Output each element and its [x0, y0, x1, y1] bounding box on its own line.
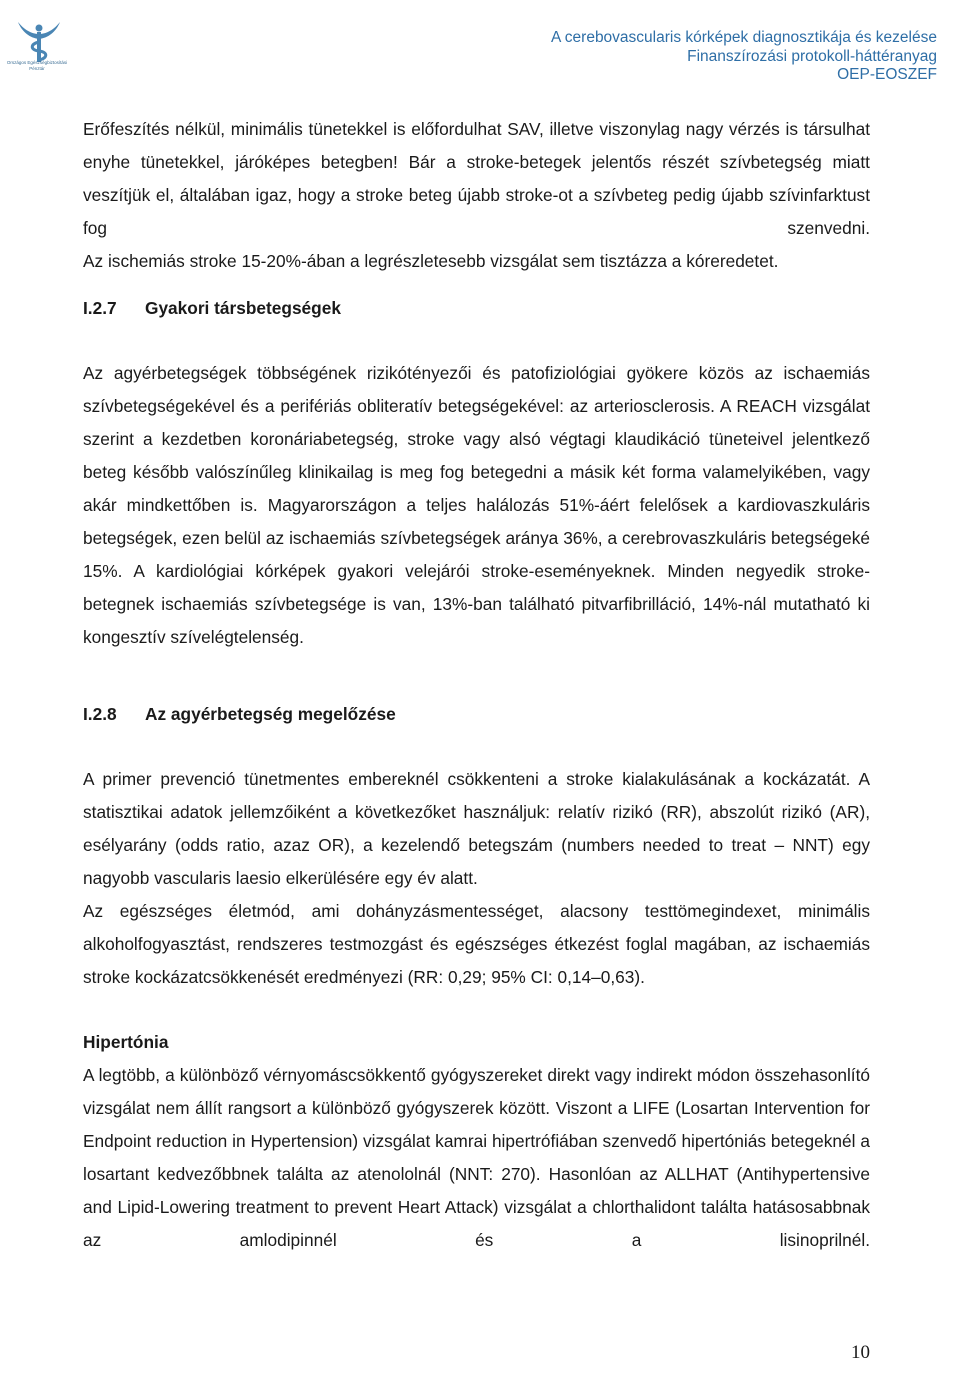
section-number: I.2.7: [83, 298, 117, 318]
hypertonia-heading: Hipertónia: [83, 1032, 169, 1052]
section-127-paragraph: Az agyérbetegségek többségének rizikótényezői és patofiziológiai gyökere közös az ischaemiás szívbetegségekével és a perifériás obliteratív betegségekével: az arteriosclerosis. A REACH vizsgálat szerint a kezdetben koronáriabetegség, stroke vagy alsó végtagi klaudikáció tüneteivel jelentkező beteg később valószínűleg klinikailag is meg fog betegedni a másik két forma valamelyikében, vagy akár mindkettőben is. Magyarországon a teljes halálozás 51%-áért felelősek a kardiovaszkuláris betegségek, ezen belül az ischaemiás szívbetegségek aránya 36%, a cerebrovaszkuláris betegségeké 15%. A kardiológiai kórképek gyakori velejárói stroke-eseményeknek. Minden negyedik stroke-betegnek ischaemiás szívbetegsége is van, 13%-ban található pitvarfibrilláció, 14%-nál mutatható ki kongesztív szívelégtelenség.: [83, 363, 870, 647]
header-subtitle: Finanszírozási protokoll-háttéranyag: [687, 47, 937, 65]
section-heading-128: [83, 698, 870, 731]
header-title: A cerebovascularis kórképek diagnosztikája és kezelése: [551, 29, 937, 46]
caduceus-logo-icon: [6, 18, 72, 64]
running-header: [551, 29, 937, 85]
intro-paragraph-2: Az ischemiás stroke 15-20%-ában a legrészletesebb vizsgálat sem tisztázza a kóreredetet.: [83, 251, 779, 271]
section-title: Gyakori társbetegségek: [145, 298, 341, 318]
header-org: OEP-EOSZEF: [837, 66, 937, 83]
document-body: [83, 113, 870, 1257]
section-128-paragraph: A primer prevenció tünetmentes embereknél csökkenteni a stroke kialakulásának a kockázatát. A statisztikai adatok jellemzőiként a következőket használjuk: relatív rizikó (RR), abszolút rizikó (AR), esélyarány (odds ratio, azaz OR), a kezelendő betegszám (numbers needed to treat – NNT) egy nagyobb vascularis laesio elkerülésére egy év alatt.: [83, 769, 870, 888]
logo-text: Országos Egészségbiztosítási Pénztár: [6, 60, 68, 71]
section-128-paragraph-2: Az egészséges életmód, ami dohányzásmentességet, alacsony testtömegindexet, minimális alkoholfogyasztást, rendszeres testmozgást és egészséges étkezést foglal magában, az ischaemiás stroke kockázatcsökkenését eredményezi (RR: 0,29; 95% CI: 0,14–0,63).: [83, 901, 870, 987]
page-number: 10: [851, 1342, 870, 1363]
section-number: I.2.8: [83, 704, 117, 724]
section-title: Az agyérbetegség megelőzése: [145, 704, 396, 724]
section-heading-127: [83, 292, 870, 325]
hypertonia-paragraph: A legtöbb, a különböző vérnyomáscsökkentő gyógyszereket direkt vagy indirekt módon összehasonlító vizsgálat nem állít rangsort a különböző gyógyszerek között. Viszont a LIFE (Losartan Intervention for Endpoint reduction in Hypertension) vizsgálat kamrai hipertrófiában szenvedő hipertóniás betegeknél a losartant kedvezőbbnek találta az atenololnál (NNT: 270). Hasonlóan az ALLHAT (Antihypertensive and Lipid-Lowering treatment to prevent Heart Attack) vizsgálat a chlorthalidont találta hatásosabbnak az amlodipinnél és a lisinoprilnél.: [83, 1065, 870, 1250]
intro-paragraph: Erőfeszítés nélkül, minimális tünetekkel is előfordulhat SAV, illetve viszonylag nagy vérzés is társulhat enyhe tünetekkel, járóképes betegben! Bár a stroke-betegek jelentős részét szívbetegség miatt veszítjük el, általában igaz, hogy a stroke beteg újabb stroke-ot a szívbeteg pedig újabb szívinfarktust fog szenvedni.: [83, 119, 870, 238]
